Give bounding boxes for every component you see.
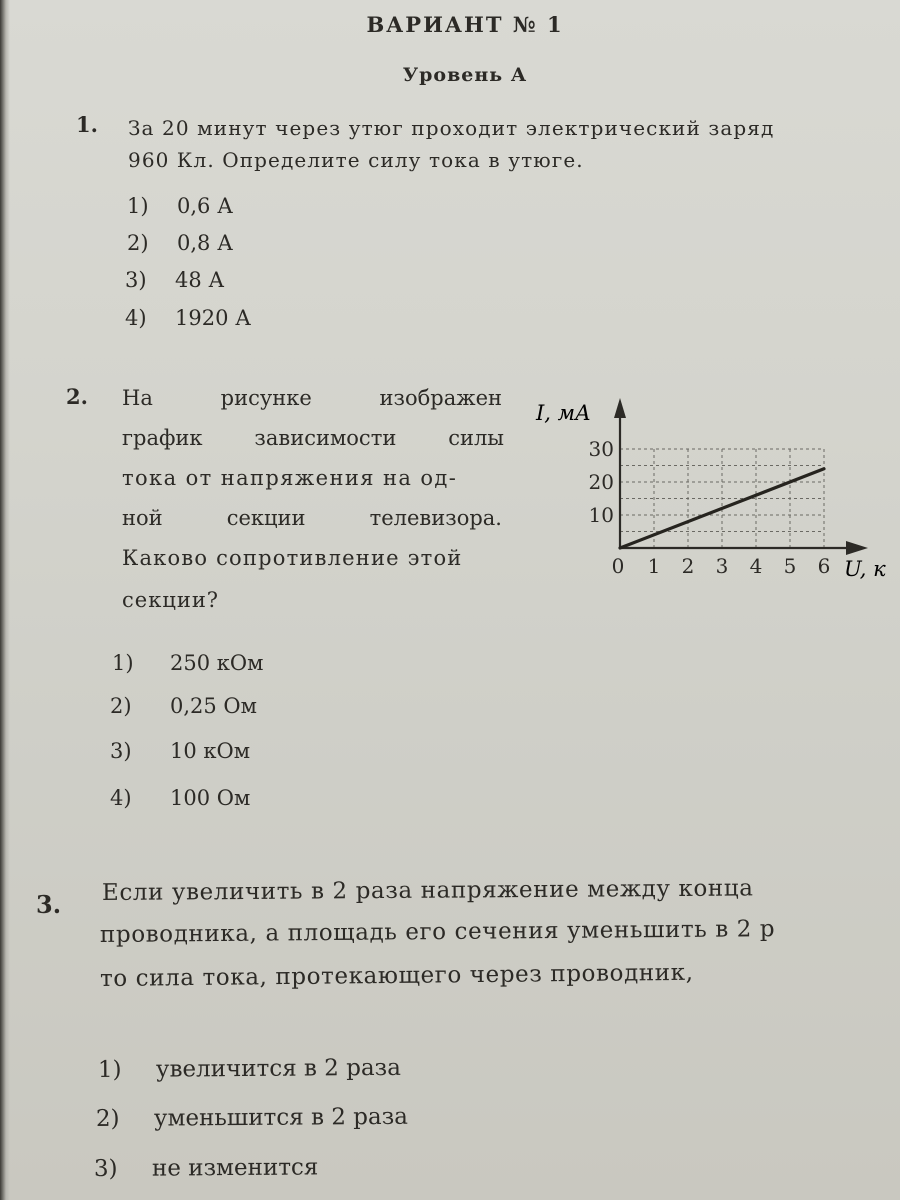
question-number: 2. <box>66 384 88 409</box>
question-text-line <box>122 506 502 530</box>
option-number: 2) <box>95 1105 120 1132</box>
option-number: 3) <box>125 268 147 292</box>
question-text-line: За 20 минут через утюг проходит электрический заряд <box>128 116 775 140</box>
variant-title: ВАРИАНТ № 1 <box>366 12 564 37</box>
option-number: 1) <box>127 194 149 218</box>
x-tick-label: 6 <box>817 554 831 578</box>
option-number: 1) <box>97 1056 122 1083</box>
question-text-line: проводника, а площадь его сечения уменьшить в 2 р <box>99 916 776 948</box>
option-text: 100 Ом <box>170 786 251 810</box>
y-tick-label: 10 <box>588 503 614 527</box>
answer-option <box>125 306 251 330</box>
level-title: Уровень А <box>402 64 528 86</box>
question-number: 3. <box>36 890 62 919</box>
x-tick-label: 3 <box>715 554 729 578</box>
answer-option <box>96 1104 408 1132</box>
x-axis-label: U, к <box>844 557 886 581</box>
answer-option <box>127 194 233 218</box>
answer-option <box>125 268 224 292</box>
option-number: 2) <box>110 694 132 718</box>
word: график <box>122 426 203 450</box>
y-tick-label: 20 <box>588 470 614 494</box>
question-text-line <box>122 386 502 410</box>
chart-grid <box>620 449 824 548</box>
option-text: 0,25 Ом <box>170 694 257 718</box>
word: рисунке <box>220 386 312 410</box>
option-number: 1) <box>112 651 134 675</box>
answer-option <box>110 786 250 810</box>
word: зависимости <box>254 426 397 450</box>
page-edge-shadow <box>0 0 10 1200</box>
option-number: 4) <box>110 786 132 810</box>
option-text: 250 кОм <box>170 651 264 675</box>
x-tick-label: 4 <box>749 554 763 578</box>
question-text-line: тока от напряжения на од- <box>122 466 458 490</box>
option-text: 1920 А <box>175 306 252 330</box>
question-text-line: 960 Кл. Определите силу тока в утюге. <box>128 148 584 172</box>
question-text-line: Если увеличить в 2 раза напряжение между конца <box>101 875 754 906</box>
question-text-line: то сила тока, протекающего через проводник, <box>99 959 694 992</box>
option-number: 3) <box>93 1155 118 1182</box>
option-text: 10 кОм <box>170 739 251 763</box>
option-text: увеличится в 2 раза <box>155 1054 401 1083</box>
word: секции <box>226 506 306 530</box>
current-voltage-chart <box>520 392 900 592</box>
y-tick-label: 30 <box>588 437 614 461</box>
x-tick-label: 1 <box>647 554 661 578</box>
question-text-line <box>122 426 504 450</box>
word: ной <box>122 506 163 530</box>
word: телевизора. <box>369 506 502 530</box>
answer-option <box>98 1055 401 1083</box>
x-tick-label: 5 <box>783 554 797 578</box>
answer-option <box>127 231 233 255</box>
option-text: 0,8 А <box>177 231 233 255</box>
x-tick-labels <box>612 554 831 578</box>
y-tick-labels <box>589 437 614 527</box>
answer-option <box>110 739 250 763</box>
x-tick-label: 2 <box>681 554 695 578</box>
question-text-line: секции? <box>122 588 220 612</box>
answer-option <box>110 694 257 718</box>
y-axis-label: I, мА <box>536 401 591 425</box>
option-text: не изменится <box>151 1154 319 1182</box>
y-axis-arrow-icon <box>614 398 626 418</box>
option-number: 3) <box>110 739 132 763</box>
word: силы <box>448 426 504 450</box>
option-number: 4) <box>125 306 147 330</box>
question-text-line: Каково сопротивление этой <box>122 546 463 570</box>
option-text: уменьшится в 2 раза <box>153 1103 409 1132</box>
question-number: 1. <box>76 112 98 137</box>
option-number: 2) <box>127 231 149 255</box>
answer-option <box>94 1154 319 1182</box>
option-text: 0,6 А <box>177 194 233 218</box>
word: изображен <box>379 386 502 410</box>
answer-option <box>112 651 263 675</box>
x-axis-arrow-icon <box>846 541 868 555</box>
word: На <box>122 386 153 410</box>
x-tick-label: 0 <box>611 554 625 578</box>
option-text: 48 А <box>175 268 225 292</box>
